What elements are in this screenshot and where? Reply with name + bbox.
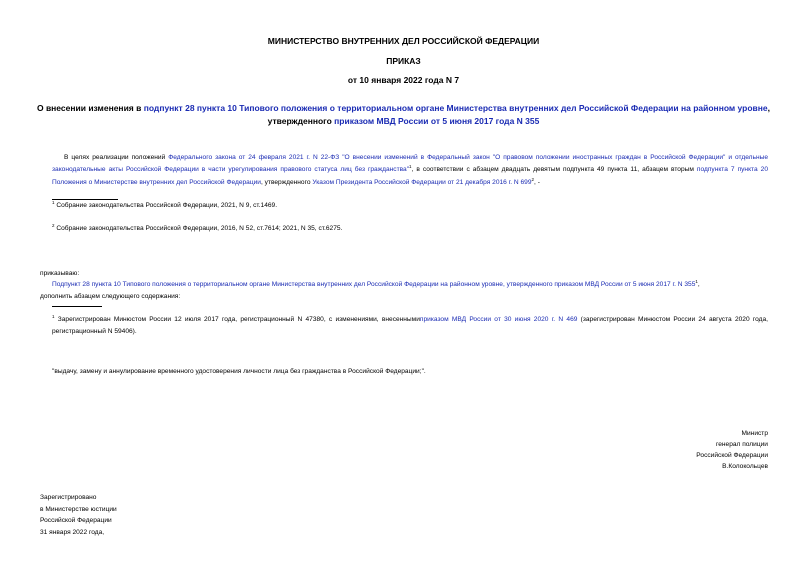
footnote-registration bbox=[52, 314, 768, 339]
title-prefix: О внесении изменения в bbox=[36, 103, 144, 113]
preamble-text-1: В целях реализации положений bbox=[64, 154, 169, 161]
preamble-text-2: , в соответствии с абзацем двадцать девятым подпункта 49 пункта 11, абзацем вторым bbox=[411, 166, 697, 174]
document-title bbox=[30, 102, 777, 128]
registration-line: Зарегистрировано bbox=[40, 494, 97, 501]
footnote-separator-2 bbox=[52, 306, 102, 307]
order-footnote-ref[interactable]: 1 bbox=[695, 278, 698, 284]
registration-line: в Министерстве юстиции bbox=[40, 505, 117, 513]
registration-line: 31 января 2022 года, bbox=[40, 528, 105, 536]
title-link-order-355[interactable]: приказом МВД России от 5 июня 2017 года N 355 bbox=[334, 116, 540, 126]
order-line-2: дополнить абзацем следующего содержания: bbox=[40, 293, 181, 300]
inserted-paragraph-quote: "выдачу, замену и аннулирование временного удостоверения личности лица без гражданства в Российской Федерации;". bbox=[52, 368, 426, 375]
footnote-registration-text-1: Зарегистрирован Минюстом России 12 июля 2017 года, регистрационный N 47380, с изменениями, внесенными bbox=[54, 316, 420, 323]
order-line-1 bbox=[52, 279, 700, 291]
footnote-mark: 1 bbox=[52, 199, 55, 205]
footnote-2 bbox=[52, 223, 342, 235]
signature-line: Министр bbox=[741, 430, 768, 437]
footnote-text: Собрание законодательства Российской Федерации, 2021, N 9, ст.1469. bbox=[54, 202, 278, 209]
order-comma: , bbox=[697, 281, 700, 288]
signature-block bbox=[696, 428, 768, 472]
preamble-link-regulation[interactable]: подпункта 7 пункта 20 Положения о Министерстве внутренних дел Российской Федерации bbox=[52, 166, 768, 186]
registration-line: Российской Федерации bbox=[40, 517, 112, 524]
preamble-paragraph bbox=[52, 152, 768, 189]
document-type: ПРИКАЗ bbox=[386, 56, 421, 66]
footnote-link-order-469[interactable]: приказом МВД России от 30 июня 2020 г. N 469 bbox=[419, 316, 578, 323]
title-link-regulation[interactable]: подпункт 28 пункта 10 Типового положения о территориальном органе Министерства внутренних дел Российской Федерации на районном уровне bbox=[143, 103, 768, 113]
title-middle: , утвержденного bbox=[267, 103, 771, 126]
preamble-link-decree[interactable]: Указом Президента Российской Федерации от 21 декабря 2016 г. N 699 bbox=[312, 178, 532, 186]
preamble-link-federal-law[interactable]: Федерального закона от 24 февраля 2021 г. N 22-ФЗ "О внесении изменений в Федеральный закон "О правовом положении иностранных граждан в Российской Федерации" и отдельные законодательные акты Российской Федерации в части урегулирования правового статуса лиц без гражданства" bbox=[52, 154, 768, 174]
ministry-heading: МИНИСТЕРСТВО ВНУТРЕННИХ ДЕЛ РОССИЙСКОЙ ФЕДЕРАЦИИ bbox=[267, 36, 540, 46]
signature-line: Российской Федерации bbox=[696, 452, 768, 459]
footnote-mark: 2 bbox=[52, 222, 55, 228]
footnote-mark: 1 bbox=[52, 313, 55, 319]
order-prikazyvayu: приказываю: bbox=[40, 270, 80, 277]
footnote-ref-2[interactable]: 2 bbox=[531, 176, 535, 182]
footnote-text: Собрание законодательства Российской Федерации, 2016, N 52, ст.7614; 2021, N 35, ст.6275. bbox=[54, 225, 343, 232]
signature-line: генерал полиции bbox=[715, 441, 768, 448]
preamble-text-4: , - bbox=[534, 178, 540, 186]
order-link-subparagraph-28[interactable]: Подпункт 28 пункта 10 Типового положения о территориальном органе Министерства внутренних дел Российской Федерации на районном уровне, утвержденного приказом МВД России от 5 июня 2017 г. N 355 bbox=[52, 281, 696, 288]
document-date-number: от 10 января 2022 года N 7 bbox=[347, 75, 460, 85]
registration-block bbox=[40, 492, 117, 538]
footnote-registration-text-2: (зарегистрирован Минюстом России 24 августа 2020 года, регистрационный N 59406). bbox=[52, 316, 769, 336]
preamble-text-3: , утвержденного bbox=[260, 178, 313, 186]
signature-line: В.Колокольцев bbox=[722, 463, 768, 470]
footnote-1 bbox=[52, 200, 277, 212]
footnote-ref-1[interactable]: 1 bbox=[409, 164, 412, 170]
